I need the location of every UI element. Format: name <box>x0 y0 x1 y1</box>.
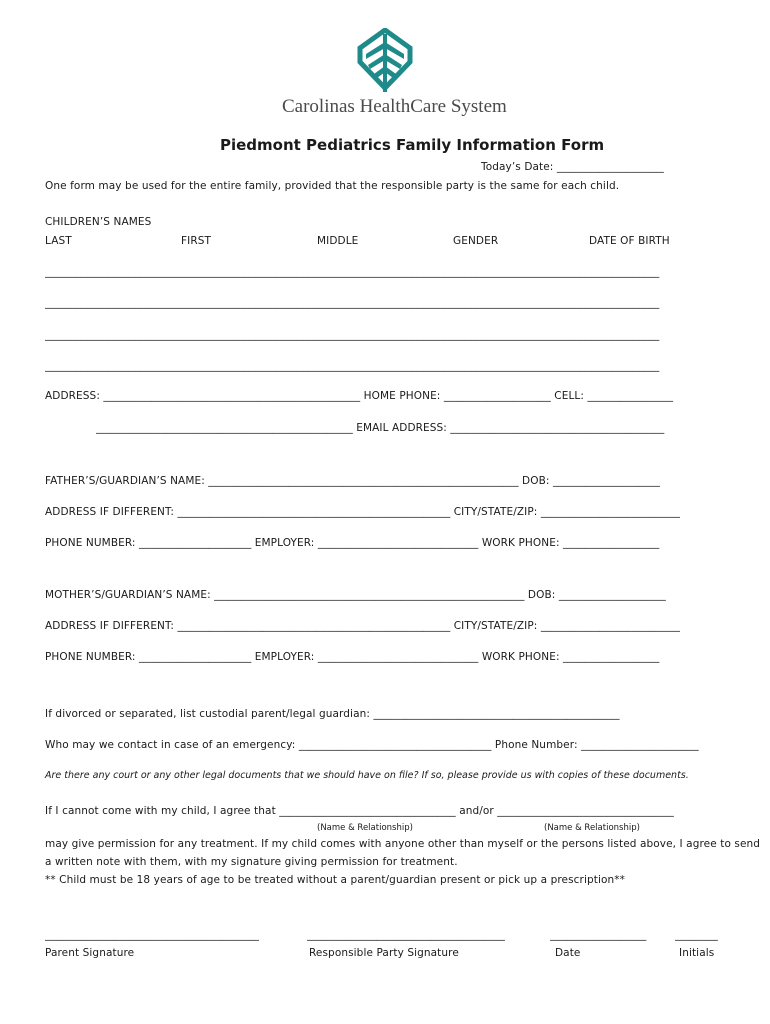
name-relationship-label-1: (Name & Relationship) <box>317 823 413 833</box>
todays-date-field[interactable]: Today’s Date: ____________________ <box>481 161 664 173</box>
parent-signature-label: Parent Signature <box>45 947 135 959</box>
initials-line[interactable]: ________ <box>675 929 718 941</box>
child-line-4[interactable]: _____________________________________________________________________________________________________________________ <box>45 360 660 372</box>
emergency-contact-line[interactable]: Who may we contact in case of an emergency: ____________________________________ Phone Number: ______________________ <box>45 739 699 751</box>
column-dob: DATE OF BIRTH <box>589 235 670 247</box>
intro-text: One form may be used for the entire family, provided that the responsible party is the same for each child. <box>45 180 620 192</box>
initials-label: Initials <box>679 947 715 959</box>
mother-name-line[interactable]: MOTHER’S/GUARDIAN’S NAME: __________________________________________________________ DOB: ____________________ <box>45 589 666 601</box>
court-documents-note: Are there any court or any other legal documents that we should have on file? If so, please provide us with copies of these documents. <box>45 770 689 781</box>
permission-text-1: may give permission for any treatment. If my child comes with anyone other than myself or the persons listed above, I agree to send <box>45 838 761 850</box>
date-label: Date <box>555 947 581 959</box>
logo-text: Carolinas HealthCare System <box>282 96 507 117</box>
child-line-2[interactable]: _____________________________________________________________________________________________________________________ <box>45 297 660 309</box>
column-last: LAST <box>45 235 72 247</box>
child-line-3[interactable]: _____________________________________________________________________________________________________________________ <box>45 329 660 341</box>
custodial-guardian-line[interactable]: If divorced or separated, list custodial parent/legal guardian: ______________________________________________ <box>45 708 620 720</box>
address-line[interactable]: ADDRESS: ________________________________________________ HOME PHONE: ____________________ CELL: ________________ <box>45 390 674 402</box>
mother-address-line[interactable]: ADDRESS IF DIFFERENT: ___________________________________________________ CITY/STATE/ZIP: __________________________ <box>45 620 680 632</box>
email-line[interactable]: ________________________________________________ EMAIL ADDRESS: ________________________________________ <box>96 422 665 434</box>
form-title: Piedmont Pediatrics Family Information Form <box>220 136 605 154</box>
date-signature-line[interactable]: __________________ <box>550 929 647 941</box>
cannot-come-line[interactable]: If I cannot come with my child, I agree that _________________________________ and/or _________________________________ <box>45 805 674 817</box>
father-address-line[interactable]: ADDRESS IF DIFFERENT: ___________________________________________________ CITY/STATE/ZIP: __________________________ <box>45 506 680 518</box>
parent-signature-line[interactable]: ________________________________________ <box>45 929 259 941</box>
column-middle: MIDDLE <box>317 235 359 247</box>
column-first: FIRST <box>181 235 212 247</box>
permission-text-2: a written note with them, with my signature giving permission for treatment. <box>45 856 458 868</box>
mother-phone-line[interactable]: PHONE NUMBER: _____________________ EMPLOYER: ______________________________ WORK PHONE: __________________ <box>45 651 660 663</box>
father-phone-line[interactable]: PHONE NUMBER: _____________________ EMPLOYER: ______________________________ WORK PHONE: __________________ <box>45 537 660 549</box>
responsible-party-signature-label: Responsible Party Signature <box>309 947 459 959</box>
name-relationship-label-2: (Name & Relationship) <box>544 823 640 833</box>
age-note: ** Child must be 18 years of age to be treated without a parent/guardian present or pick up a prescription** <box>45 874 625 886</box>
children-header: CHILDREN’S NAMES <box>45 216 152 228</box>
column-gender: GENDER <box>453 235 499 247</box>
responsible-party-signature-line[interactable]: _____________________________________ <box>307 929 505 941</box>
tree-logo-icon <box>350 28 420 94</box>
child-line-1[interactable]: _____________________________________________________________________________________________________________________ <box>45 266 660 278</box>
father-name-line[interactable]: FATHER’S/GUARDIAN’S NAME: __________________________________________________________ DOB: ____________________ <box>45 475 660 487</box>
